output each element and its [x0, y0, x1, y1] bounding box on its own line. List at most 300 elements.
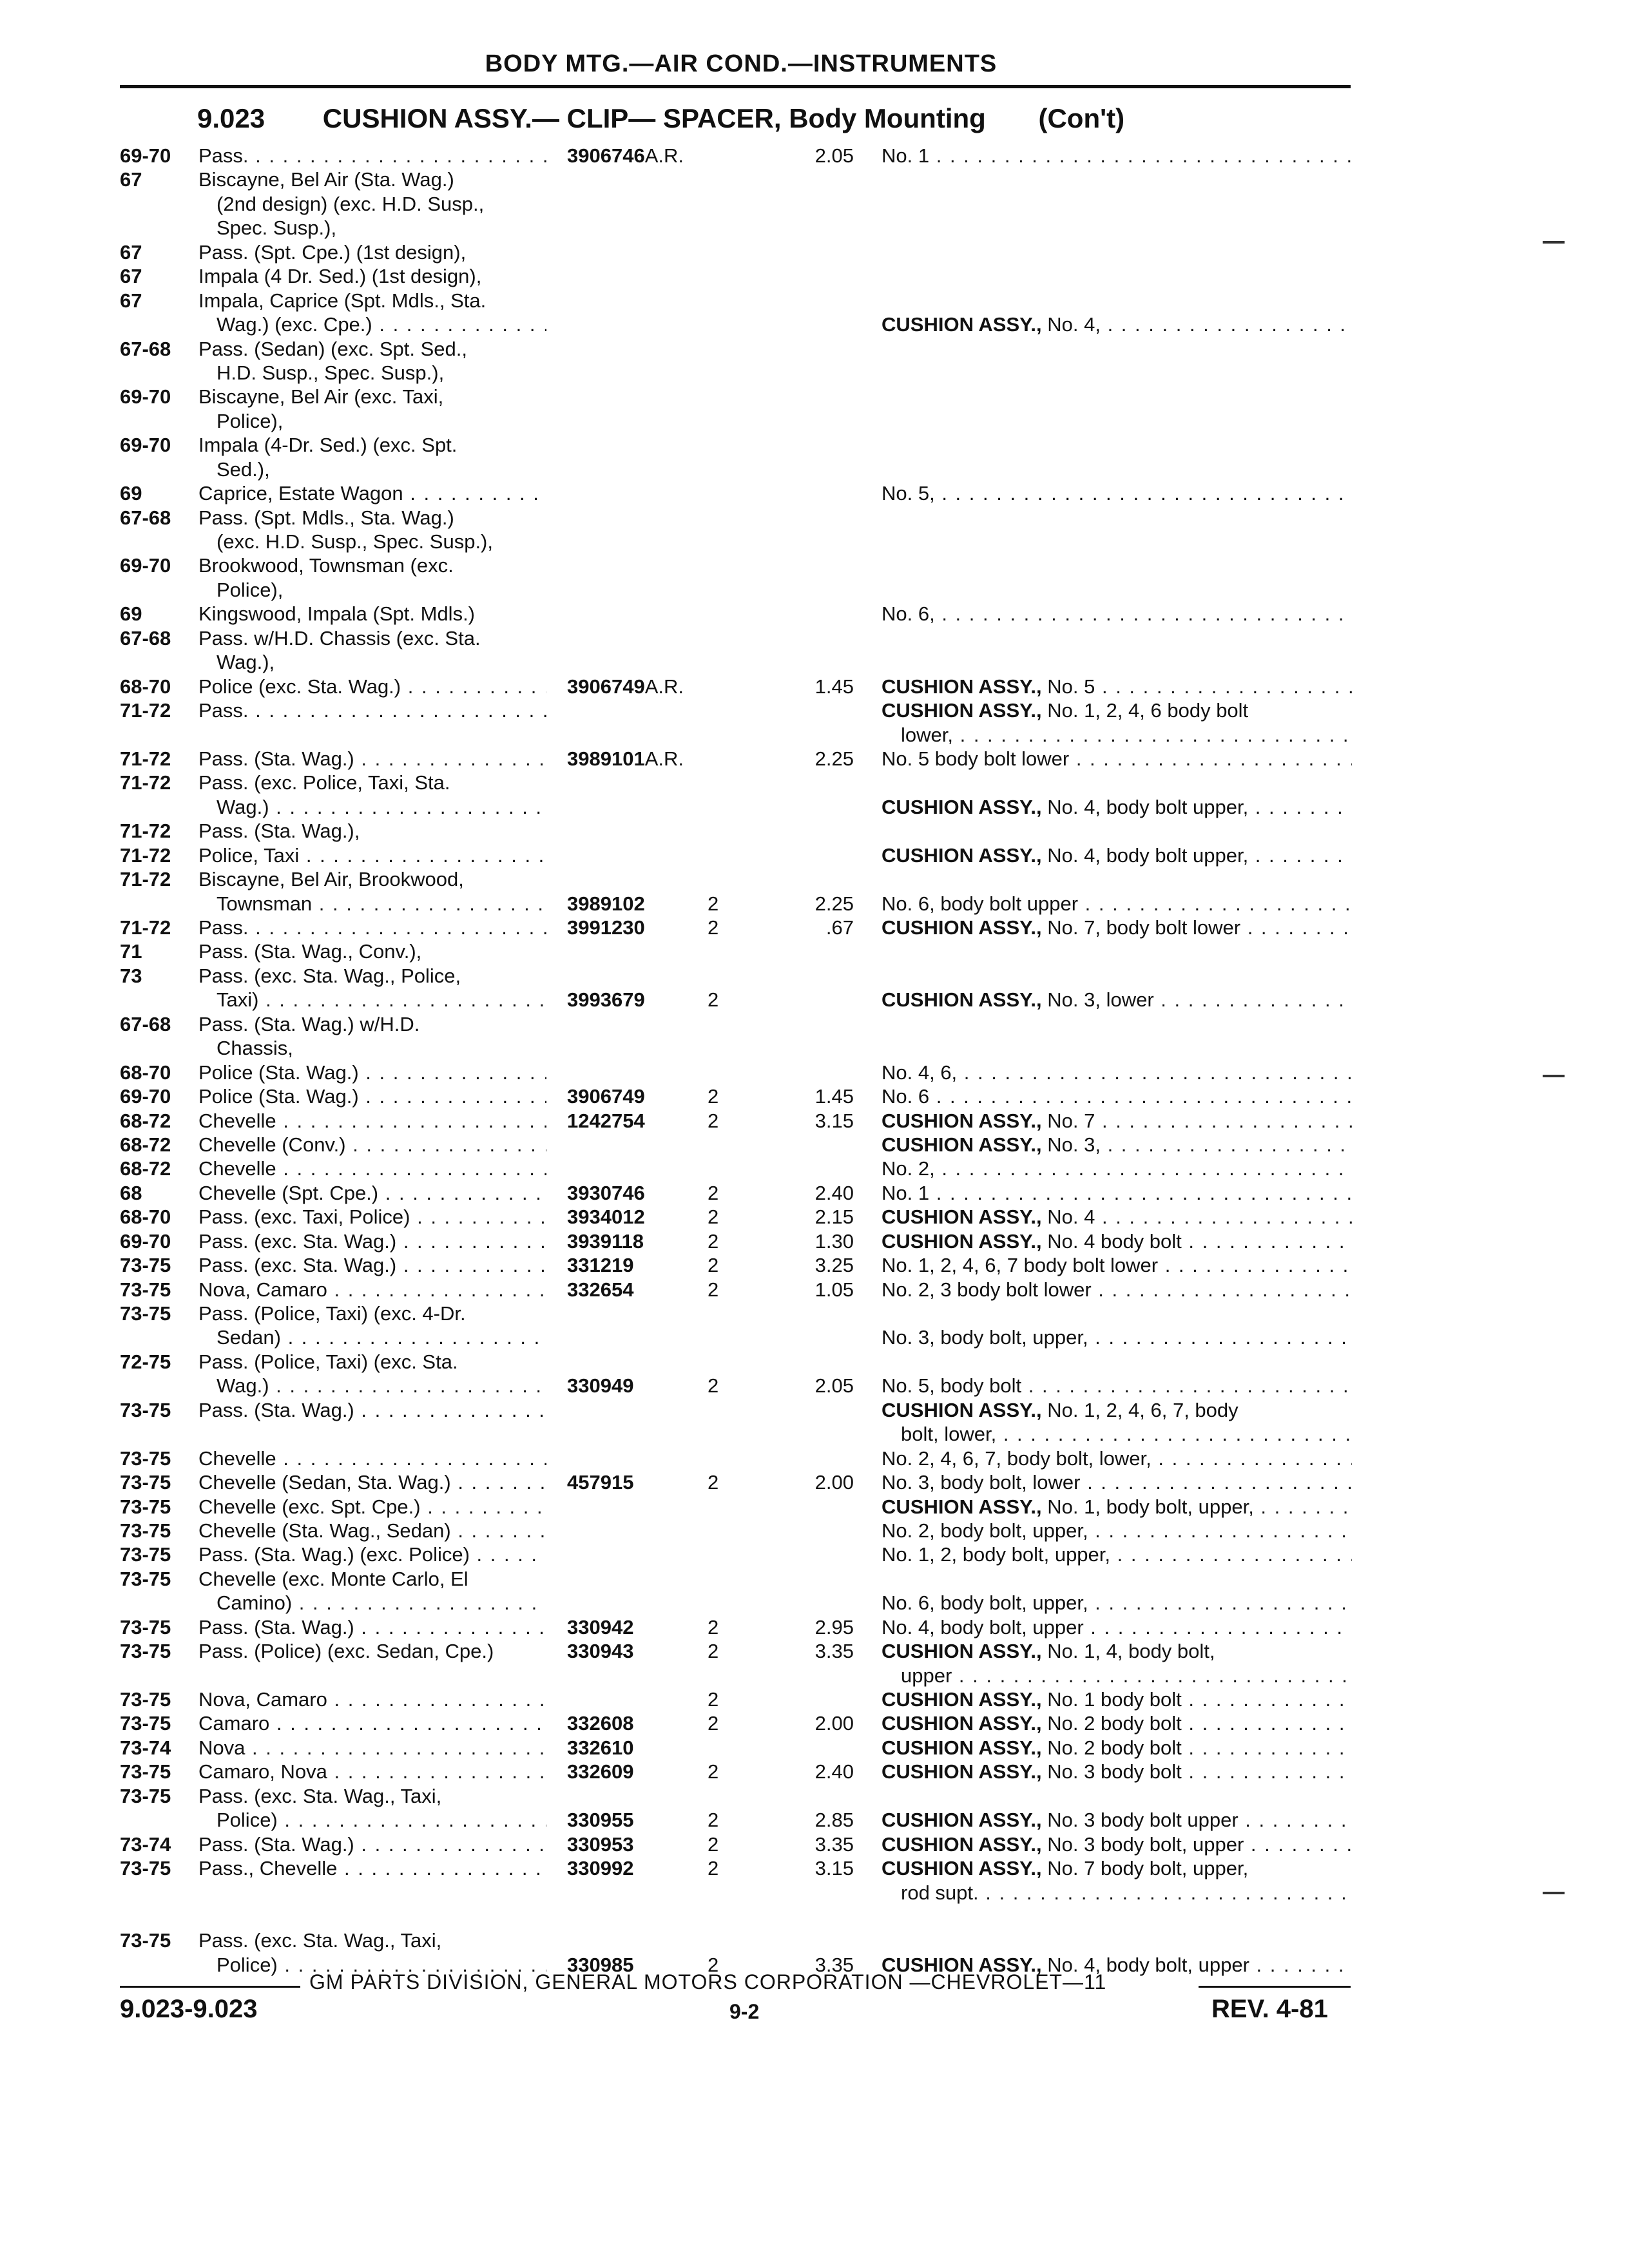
quantity: 2 — [708, 1181, 719, 1204]
note-text: No. 4, body bolt upper, . . . — [1047, 844, 1352, 867]
table-row — [0, 433, 1629, 457]
model-years: 67 — [120, 168, 142, 191]
part-note — [882, 1205, 1352, 1229]
table-row — [0, 216, 1629, 240]
table-row — [0, 1422, 1629, 1446]
part-note — [882, 1278, 1352, 1302]
quantity: 2 — [708, 1471, 719, 1494]
model-years: 68-72 — [120, 1109, 171, 1132]
quantity: 2 — [708, 1857, 719, 1880]
description-text: (exc. H.D. Susp., Spec. Susp.), — [217, 530, 493, 553]
note-text: No. 4, body bolt upper, . . . — [1047, 796, 1352, 818]
note-bold-prefix: CUSHION ASSY., — [882, 1736, 1042, 1759]
application-description — [217, 892, 546, 916]
part-note — [882, 1687, 1352, 1711]
note-bold-prefix: CUSHION ASSY., — [882, 916, 1042, 939]
quantity: 2 — [708, 1953, 719, 1976]
application-description — [217, 1036, 546, 1060]
model-years: 73-75 — [120, 1712, 171, 1735]
note-bold-prefix: CUSHION ASSY., — [882, 843, 1042, 867]
description-text: Townsman . . . — [217, 892, 546, 915]
part-number-text: 3906746 — [567, 144, 645, 167]
note-text: No. 4, body bolt, upper . . . — [1047, 1954, 1352, 1976]
model-years: 67-68 — [120, 506, 171, 529]
part-number — [567, 988, 722, 1012]
part-number — [567, 1808, 722, 1832]
part-note — [882, 1229, 1352, 1253]
part-number — [567, 1832, 722, 1856]
application-description — [198, 1084, 546, 1108]
note-text: No. 1, 2, 4, 6, 7 body bolt lower . . . — [882, 1254, 1352, 1276]
quantity: 2 — [708, 1760, 719, 1783]
model-years: 73-75 — [120, 1688, 171, 1711]
table-row — [0, 1808, 1629, 1832]
quantity: 2 — [708, 1640, 719, 1663]
description-text: Impala (4 Dr. Sed.) (1st design), — [198, 265, 482, 288]
note-text: No. 4, . . . — [1047, 313, 1352, 336]
application-description — [217, 216, 546, 240]
part-note — [882, 1061, 1352, 1084]
table-row — [0, 1495, 1629, 1519]
note-text: No. 1 . . . — [882, 144, 1352, 167]
model-years: 73-75 — [120, 1640, 171, 1663]
application-description — [198, 1446, 546, 1470]
model-years: 67-68 — [120, 337, 171, 360]
part-number — [567, 1229, 722, 1253]
table-row — [0, 988, 1629, 1012]
part-note — [882, 1133, 1352, 1157]
weight-value: 3.15 — [815, 1857, 854, 1880]
application-description — [198, 1832, 546, 1856]
part-number-text: 3991230 — [567, 916, 645, 939]
model-years: 68-70 — [120, 1206, 171, 1229]
application-description — [198, 1350, 546, 1374]
description-text: Chevelle . . . — [198, 1157, 546, 1180]
description-text: Impala (4-Dr. Sed.) (exc. Spt. — [198, 434, 458, 457]
part-number-text: 332609 — [567, 1760, 634, 1783]
note-bold-prefix: CUSHION ASSY., — [882, 675, 1042, 698]
description-text: Brookwood, Townsman (exc. — [198, 554, 454, 577]
model-years: 73-75 — [120, 1254, 171, 1277]
application-description — [217, 1591, 546, 1615]
weight-value: 3.35 — [815, 1953, 854, 1976]
note-text: rod supt. . . . — [901, 1881, 1352, 1904]
part-number-text: 330992 — [567, 1857, 634, 1880]
description-text: Pass. (Sta. Wag.) . . . — [198, 747, 546, 770]
table-row — [0, 1591, 1629, 1615]
description-text: Chevelle (Sta. Wag., Sedan) . . . — [198, 1519, 546, 1542]
note-bold-prefix: CUSHION ASSY., — [882, 988, 1042, 1012]
table-row — [0, 747, 1629, 771]
part-note — [882, 916, 1352, 939]
part-number-text: 332610 — [567, 1736, 634, 1759]
description-text: Police) . . . — [217, 1809, 546, 1831]
table-row — [0, 1350, 1629, 1374]
note-text: No. 2 body bolt . . . — [1047, 1736, 1352, 1759]
weight-value: 2.05 — [815, 1374, 854, 1398]
footer-revision: REV. 4-81 — [1211, 1995, 1328, 2023]
model-years: 67 — [120, 240, 142, 264]
part-note — [882, 1591, 1352, 1615]
table-row — [0, 1181, 1629, 1205]
application-description — [198, 1495, 546, 1519]
application-description — [198, 1229, 546, 1253]
description-text: Pass. . . . — [198, 144, 546, 167]
part-note — [882, 1398, 1352, 1422]
table-row — [0, 795, 1629, 819]
note-bold-prefix: CUSHION ASSY., — [882, 1640, 1042, 1663]
section-title: CUSHION ASSY.— CLIP— SPACER, Body Mounting — [322, 103, 986, 133]
table-row — [0, 506, 1629, 530]
description-text: Police, Taxi . . . — [198, 844, 546, 867]
note-bold-prefix: CUSHION ASSY., — [882, 1109, 1042, 1132]
part-number — [567, 1205, 722, 1229]
description-text: Impala, Caprice (Spt. Mdls., Sta. — [198, 289, 487, 312]
part-note — [882, 1856, 1352, 1880]
description-text: Nova . . . — [198, 1736, 546, 1759]
application-description — [198, 1519, 546, 1542]
quantity: 2 — [708, 1374, 719, 1398]
table-row — [0, 1687, 1629, 1711]
description-text: Pass. (Sta. Wag.) . . . — [198, 1833, 546, 1856]
model-years: 67-68 — [120, 626, 171, 649]
description-text: Pass. (Sta. Wag.) . . . — [198, 1399, 546, 1421]
part-note — [882, 1253, 1352, 1277]
note-text: No. 3, . . . — [1047, 1133, 1352, 1156]
model-years: 69 — [120, 482, 142, 505]
table-row — [0, 144, 1629, 168]
note-text: No. 4, body bolt, upper . . . — [882, 1616, 1352, 1639]
quantity: A.R. — [644, 675, 684, 698]
description-text: H.D. Susp., Spec. Susp.), — [217, 361, 445, 384]
application-description — [198, 602, 546, 626]
model-years: 67-68 — [120, 1012, 171, 1035]
model-years: 71-72 — [120, 747, 171, 770]
model-years: 68-70 — [120, 1061, 171, 1084]
part-note — [882, 1446, 1352, 1470]
table-row — [0, 1639, 1629, 1663]
application-description — [198, 1061, 546, 1084]
model-years: 73-75 — [120, 1519, 171, 1542]
note-bold-prefix: CUSHION ASSY., — [882, 1688, 1042, 1711]
model-years: 68 — [120, 1181, 142, 1204]
table-row — [0, 240, 1629, 264]
application-description — [198, 433, 546, 457]
table-row — [0, 1760, 1629, 1783]
note-text: No. 1, 2, 4, 6 body bolt — [1047, 699, 1249, 722]
model-years: 71-72 — [120, 843, 171, 867]
model-years: 69-70 — [120, 385, 171, 408]
application-description — [198, 1470, 546, 1494]
table-row — [0, 1133, 1629, 1157]
quantity: 2 — [708, 1254, 719, 1277]
weight-value: .67 — [825, 916, 854, 939]
application-description — [198, 1760, 546, 1783]
weight-value: 1.45 — [815, 675, 854, 698]
description-text: Pass. (Sta. Wag.) (exc. Police) . . . — [198, 1543, 546, 1566]
note-text: No. 1 . . . — [882, 1182, 1352, 1204]
part-note — [901, 723, 1352, 747]
part-number — [567, 1615, 722, 1639]
description-text: Chevelle . . . — [198, 1110, 546, 1132]
table-row — [0, 1302, 1629, 1325]
application-description — [198, 1856, 546, 1880]
table-row — [0, 1446, 1629, 1470]
part-number-text: 1242754 — [567, 1109, 645, 1132]
part-number — [567, 1181, 722, 1205]
part-number-text: 3930746 — [567, 1181, 645, 1204]
application-description — [198, 1687, 546, 1711]
part-number-text: 332654 — [567, 1278, 634, 1301]
application-description — [198, 1736, 546, 1760]
model-years: 69-70 — [120, 554, 171, 577]
application-description — [217, 530, 546, 553]
table-row — [0, 578, 1629, 602]
model-years: 73-75 — [120, 1543, 171, 1566]
description-text: Pass. (exc. Taxi, Police) . . . — [198, 1206, 546, 1228]
description-text: Police), — [217, 409, 284, 432]
model-years: 73-75 — [120, 1278, 171, 1301]
note-text: No. 1, body bolt, upper, . . . — [1047, 1495, 1352, 1518]
application-description — [198, 264, 546, 288]
description-text: Pass. . . . — [198, 916, 546, 939]
table-row — [0, 698, 1629, 722]
part-note — [882, 1808, 1352, 1832]
table-row — [0, 457, 1629, 481]
part-note — [882, 1542, 1352, 1566]
model-years: 69 — [120, 602, 142, 626]
table-row — [0, 1519, 1629, 1542]
part-note — [882, 698, 1352, 722]
quantity: 2 — [708, 988, 719, 1012]
application-description — [198, 939, 546, 963]
note-bold-prefix: CUSHION ASSY., — [882, 1857, 1042, 1880]
application-description — [198, 843, 546, 867]
header-rule — [120, 85, 1351, 88]
model-years: 73-75 — [120, 1446, 171, 1470]
description-text: Chevelle (exc. Spt. Cpe.) . . . — [198, 1495, 546, 1518]
description-text: Caprice, Estate Wagon . . . — [198, 482, 546, 505]
part-number — [567, 1760, 722, 1783]
table-row — [0, 1928, 1629, 1952]
note-bold-prefix: CUSHION ASSY., — [882, 1712, 1042, 1735]
note-text: No. 1 body bolt . . . — [1047, 1688, 1352, 1711]
table-row — [0, 650, 1629, 674]
application-description — [198, 1302, 546, 1325]
part-number-text: 330942 — [567, 1615, 634, 1639]
application-description — [198, 289, 546, 312]
table-row — [0, 916, 1629, 939]
note-bold-prefix: CUSHION ASSY., — [882, 1495, 1042, 1518]
part-note — [882, 312, 1352, 336]
part-note — [901, 1664, 1352, 1687]
model-years: 69-70 — [120, 434, 171, 457]
description-text: Pass. (exc. Sta. Wag., Police, — [198, 964, 461, 987]
note-text: No. 5, . . . — [882, 482, 1352, 505]
part-number-text: 331219 — [567, 1254, 634, 1277]
note-text: No. 5 body bolt lower . . . — [882, 747, 1352, 770]
quantity: 2 — [708, 1278, 719, 1301]
description-text: Pass. (Sta. Wag.) w/H.D. — [198, 1012, 420, 1035]
application-description — [198, 1133, 546, 1157]
part-number-text: 457915 — [567, 1471, 634, 1494]
description-text: Pass. (exc. Police, Taxi, Sta. — [198, 771, 450, 794]
table-row — [0, 1205, 1629, 1229]
model-years: 71-72 — [120, 916, 171, 939]
description-text: Police) . . . — [217, 1954, 546, 1976]
description-text: Spec. Susp.), — [217, 216, 337, 240]
description-text: Pass. (Spt. Mdls., Sta. Wag.) — [198, 506, 454, 529]
model-years: 73-75 — [120, 1615, 171, 1639]
part-number — [567, 1278, 722, 1302]
section-number: 9.023 — [197, 103, 265, 133]
application-description — [217, 1325, 546, 1349]
part-note — [882, 602, 1352, 626]
part-note — [882, 1760, 1352, 1783]
part-number — [567, 675, 722, 698]
note-text: No. 7, body bolt lower . . . — [1047, 916, 1352, 939]
description-text: Nova, Camaro . . . — [198, 1278, 546, 1301]
note-text: No. 6, body bolt upper . . . — [882, 892, 1352, 915]
table-row — [0, 1615, 1629, 1639]
part-note — [882, 747, 1352, 771]
note-bold-prefix: CUSHION ASSY., — [882, 1398, 1042, 1421]
note-text: No. 5, body bolt . . . — [882, 1374, 1352, 1397]
model-years: 68-72 — [120, 1133, 171, 1156]
application-description — [198, 771, 546, 794]
footer-division: GM PARTS DIVISION, GENERAL MOTORS CORPORATION —CHEVROLET—11 — [309, 1970, 1107, 1994]
application-description — [198, 747, 546, 771]
table-row — [0, 168, 1629, 191]
table-row — [0, 553, 1629, 577]
description-text: Pass. (exc. Sta. Wag.) . . . — [198, 1230, 546, 1253]
table-row — [0, 312, 1629, 336]
note-bold-prefix: CUSHION ASSY., — [882, 1809, 1042, 1832]
section-heading — [197, 103, 1124, 134]
table-row — [0, 1711, 1629, 1735]
description-text: Pass. . . . — [198, 699, 546, 722]
note-text: No. 2 body bolt . . . — [1047, 1712, 1352, 1735]
part-note — [882, 1181, 1352, 1205]
description-text: Biscayne, Bel Air (Sta. Wag.) — [198, 168, 454, 191]
weight-value: 1.30 — [815, 1229, 854, 1253]
model-years: 71-72 — [120, 820, 171, 843]
table-row — [0, 1012, 1629, 1036]
part-note — [882, 1519, 1352, 1542]
note-text: No. 3 body bolt, upper . . . — [1047, 1833, 1352, 1856]
model-years: 73-75 — [120, 1857, 171, 1880]
quantity: 2 — [708, 1206, 719, 1229]
footer-rule-right — [1199, 1986, 1351, 1988]
part-number — [567, 144, 722, 168]
application-description — [198, 1398, 546, 1422]
note-text: No. 4, 6, . . . — [882, 1061, 1352, 1084]
application-description — [217, 192, 546, 216]
description-text: Pass. (Sta. Wag., Conv.), — [198, 940, 422, 963]
model-years: 73-75 — [120, 1302, 171, 1325]
part-note — [882, 481, 1352, 505]
weight-value: 2.85 — [815, 1809, 854, 1832]
part-number-text: 332608 — [567, 1712, 634, 1735]
part-number-text: 330953 — [567, 1832, 634, 1856]
description-text: Police (Sta. Wag.) . . . — [198, 1061, 546, 1084]
note-bold-prefix: CUSHION ASSY., — [882, 1953, 1042, 1976]
table-row — [0, 1567, 1629, 1591]
description-text: Wag.), — [217, 651, 275, 674]
note-text: No. 4 body bolt . . . — [1047, 1230, 1352, 1253]
model-years: 73 — [120, 964, 142, 987]
table-row — [0, 602, 1629, 626]
application-description — [198, 1615, 546, 1639]
section-continued-label: (Con't) — [1038, 103, 1125, 133]
part-number-text: 3934012 — [567, 1206, 645, 1229]
note-text: No. 2, body bolt, upper, . . . — [882, 1519, 1352, 1542]
model-years: 73-75 — [120, 1471, 171, 1494]
table-row — [0, 1374, 1629, 1398]
table-row — [0, 1253, 1629, 1277]
part-note — [882, 988, 1352, 1012]
part-number — [567, 747, 722, 771]
part-note — [882, 1325, 1352, 1349]
quantity: 2 — [708, 1615, 719, 1639]
margin-mark — [1543, 1075, 1565, 1077]
application-description — [198, 240, 546, 264]
application-description — [198, 1784, 546, 1808]
application-description — [198, 1567, 546, 1591]
part-note — [882, 1374, 1352, 1398]
description-text: Pass. (Sta. Wag.) . . . — [198, 1616, 546, 1639]
quantity: 2 — [708, 892, 719, 915]
table-row — [0, 481, 1629, 505]
description-text: Chevelle (Conv.) . . . — [198, 1133, 546, 1156]
note-text: No. 6, . . . — [882, 602, 1352, 625]
application-description — [217, 578, 546, 602]
table-row — [0, 1784, 1629, 1808]
quantity: A.R. — [644, 144, 684, 167]
application-description — [198, 675, 546, 698]
note-bold-prefix: CUSHION ASSY., — [882, 699, 1042, 722]
application-description — [198, 168, 546, 191]
part-number-text: 3906749 — [567, 675, 645, 698]
weight-value: 1.05 — [815, 1278, 854, 1301]
note-text: No. 3 body bolt . . . — [1047, 1760, 1352, 1783]
note-text: No. 6 . . . — [882, 1085, 1352, 1108]
description-text: Pass. (Spt. Cpe.) (1st design), — [198, 240, 467, 264]
note-text: No. 7 . . . — [1047, 1110, 1352, 1132]
part-number — [567, 1856, 722, 1880]
part-number-text: 3989101 — [567, 747, 645, 770]
description-text: Chevelle . . . — [198, 1447, 546, 1470]
part-number-text: 3989102 — [567, 892, 645, 915]
application-description — [198, 867, 546, 891]
description-text: Camino) . . . — [217, 1591, 546, 1614]
weight-value: 3.15 — [815, 1109, 854, 1132]
application-description — [198, 337, 546, 361]
note-text: No. 4 . . . — [1047, 1206, 1352, 1228]
note-text: No. 2, 3 body bolt lower . . . — [882, 1278, 1352, 1301]
application-description — [198, 1928, 546, 1952]
part-note — [882, 795, 1352, 819]
table-row — [0, 1109, 1629, 1133]
model-years: 67 — [120, 289, 142, 312]
note-text: No. 3 body bolt upper . . . — [1047, 1809, 1352, 1831]
application-description — [198, 1253, 546, 1277]
application-description — [217, 409, 546, 433]
note-text: No. 3, body bolt, lower . . . — [882, 1471, 1352, 1494]
part-number — [567, 1639, 722, 1663]
description-text: Pass. (Sedan) (exc. Spt. Sed., — [198, 337, 467, 360]
model-years: 72-75 — [120, 1350, 171, 1373]
